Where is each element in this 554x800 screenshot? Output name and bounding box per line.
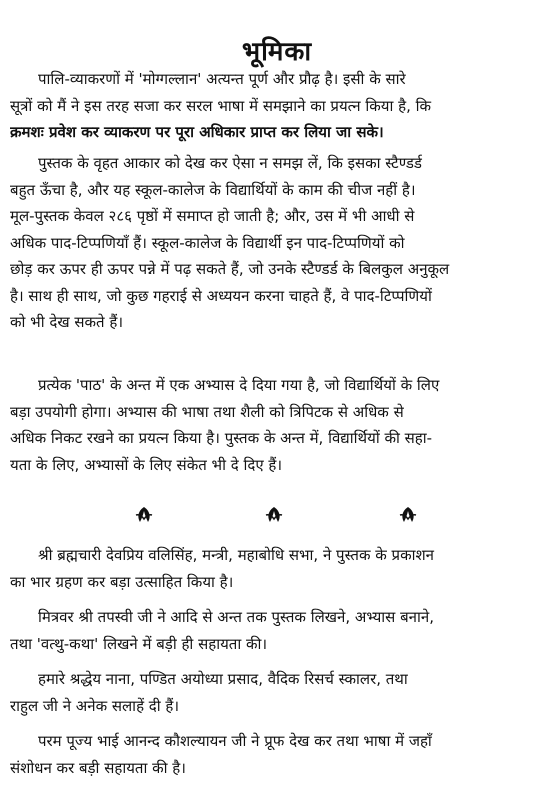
text-line: बहुत ऊँचा है, और यह स्कूल-कालेज के विद्यार्थियों के काम की चीज नहीं है। xyxy=(10,180,416,199)
text-line: का भार ग्रहण कर बड़ा उत्साहित किया है। xyxy=(10,572,234,591)
text-line: राहुल जी ने अनेक सलाहें दी हैं। xyxy=(10,696,180,715)
text-line: परम पूज्य भाई आनन्द कौशल्यायन जी ने प्रूफ देख कर तथा भाषा में जहाँ xyxy=(38,732,432,750)
text-line: सूत्रों को मैं ने इस तरह सजा कर सरल भाषा में समझाने का प्रयत्न किया है, कि xyxy=(10,96,432,115)
leaf-ornament-icon xyxy=(264,505,284,525)
text-line: पालि-व्याकरणों में 'मोग्गल्लान' अत्यन्त पूर्ण और प्रौढ़ है। इसी के सारे xyxy=(38,70,406,88)
text-line: श्री ब्रह्मचारी देवप्रिय वलिसिंह, मन्त्री, महाबोधि सभा, ने पुस्तक के प्रकाशन xyxy=(38,546,435,564)
page-title-text: भूमिका xyxy=(241,37,313,67)
paragraph-intro xyxy=(10,66,546,146)
page-title xyxy=(0,32,554,68)
paragraph-standard xyxy=(10,150,546,336)
text-line: पुस्तक के वृहत आकार को देख कर ऐसा न समझ लें, कि इसका स्टैण्डर्ड xyxy=(38,154,422,172)
paragraph-thanks-tapasvi xyxy=(10,604,546,657)
text-line: मूल-पुस्तक केवल २८६ पृष्ठों में समाप्त हो जाती है; और, उस में भी आधी से xyxy=(10,207,415,225)
text-line: अधिक पाद-टिप्पणियाँ हैं। स्कूल-कालेज के विद्यार्थी इन पाद-टिप्पणियों को xyxy=(10,233,405,252)
paragraph-thanks-anand xyxy=(10,728,546,781)
paragraph-thanks-publisher xyxy=(10,542,546,595)
text-line: को भी देख सकते हैं। xyxy=(10,313,124,331)
paragraph-thanks-nana xyxy=(10,666,546,719)
text-line: प्रत्येक 'पाठ' के अन्त में एक अभ्यास दे दिया गया है, जो विद्यार्थियों के लिए xyxy=(38,376,440,394)
paragraph-exercises xyxy=(10,372,546,478)
text-line: संशोधन कर बड़ी सहायता की है। xyxy=(10,758,186,777)
text-line: क्रमशः प्रवेश कर व्याकरण पर पूरा अधिकार प्राप्त कर लिया जा सके। xyxy=(10,123,384,141)
text-line: मित्रवर श्री तपस्वी जी ने आदि से अन्त तक पुस्तक लिखने, अभ्यास बनाने, xyxy=(38,608,434,626)
section-divider xyxy=(0,505,554,535)
leaf-ornament-icon xyxy=(134,505,154,525)
text-line: बड़ा उपयोगी होगा। अभ्यास की भाषा तथा शैली को त्रिपिटक से अधिक से xyxy=(10,402,404,421)
text-line: छोड़ कर ऊपर ही ऊपर पन्ने में पढ़ सकते हैं, जो उनके स्टैण्डर्ड के बिलकुल अनुकूल xyxy=(10,260,450,278)
text-line: है। साथ ही साथ, जो कुछ गहराई से अध्ययन करना चाहते हैं, वे पाद-टिप्पणियों xyxy=(10,286,432,305)
text-line: यता के लिए, अभ्यासों के लिए संकेत भी दे दिए हैं। xyxy=(10,455,283,474)
text-line: हमारे श्रद्धेय नाना, पण्डित अयोध्या प्रसाद, वैदिक रिसर्च स्कालर, तथा xyxy=(38,670,408,688)
text-line: अधिक निकट रखने का प्रयत्न किया है। पुस्तक के अन्त में, विद्यार्थियों की सहा- xyxy=(10,429,433,447)
text-line: तथा 'वत्थु-कथा' लिखने में बड़ी ही सहायता की। xyxy=(10,634,268,653)
leaf-ornament-icon xyxy=(398,505,418,525)
